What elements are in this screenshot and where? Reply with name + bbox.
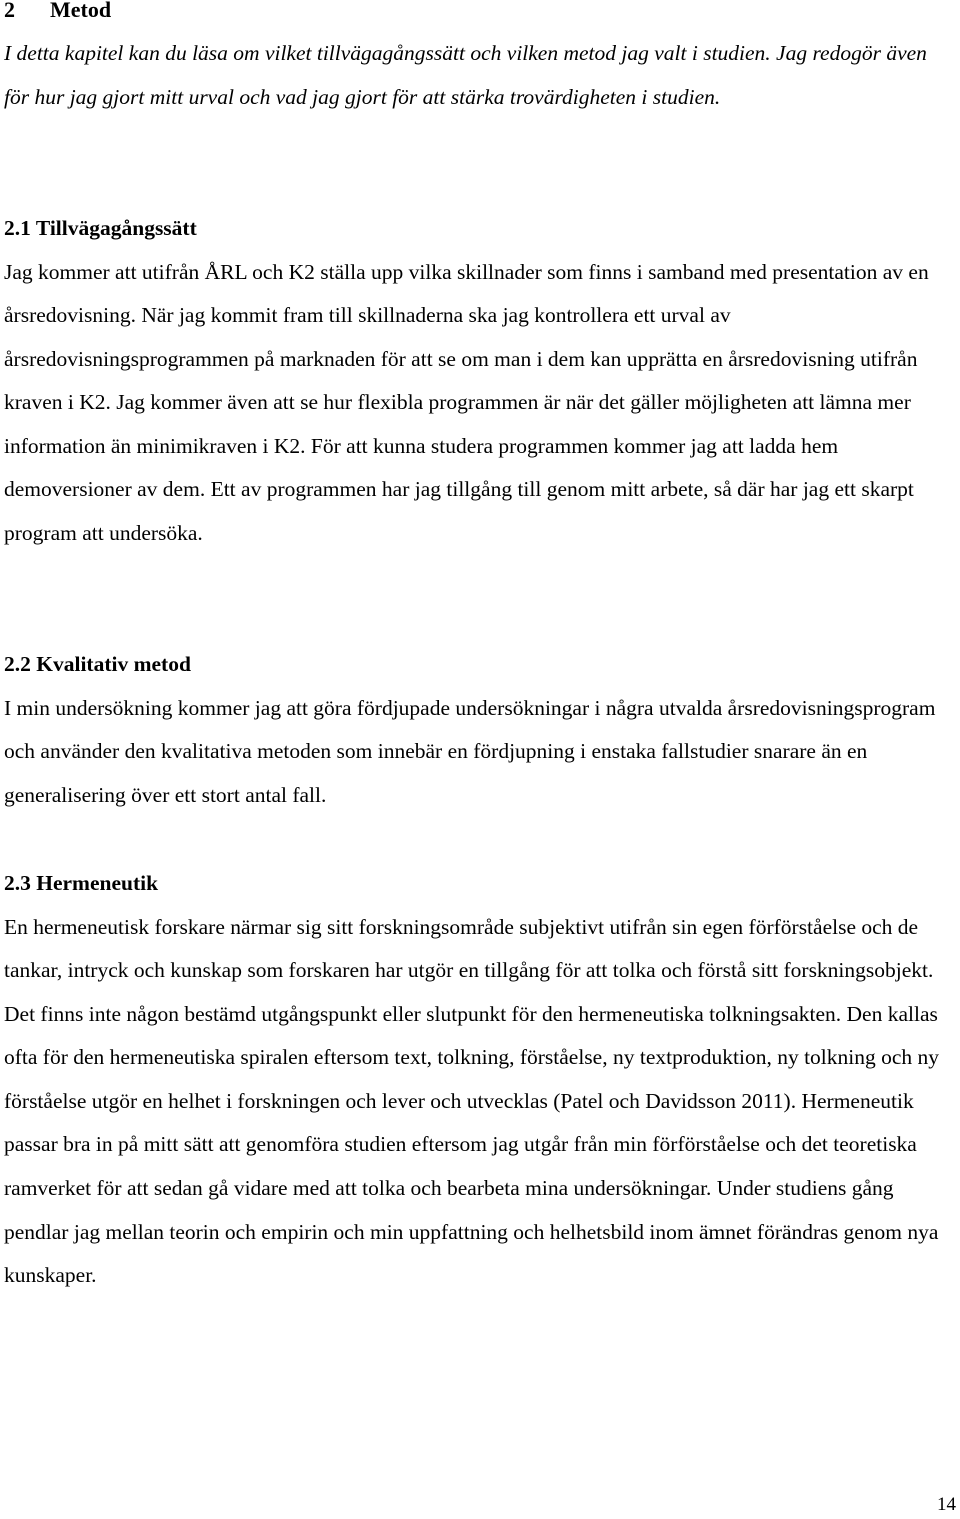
section-body: En hermeneutisk forskare närmar sig sitt forskningsområde subjektivt utifrån sin egen förförståelse och de tankar, intryck och kunskap som forskaren har utgör en tillgång för att tolka och förstå sitt forskningsobjekt. Det finns inte någon bestämd utgångspunkt eller slutpunkt för den hermeneutiska tolkningsakten. Den kallas ofta för den hermeneutiska spiralen eftersom text, tolkning, förståelse, ny textproduktion, ny tolkning och ny förståelse utgör en helhet i forskningen och lever och utvecklas (Patel och Davidsson 2011). Hermeneutik passar bra in på mitt sätt att genomföra studien eftersom jag utgår från min förförståelse och det teoretiska ramverket för att sedan gå vidare med att tolka och bearbeta mina undersökningar. Under studiens gång pendlar jag mellan teorin och empirin och min uppfattning och helhetsbild inom ämnet förändras genom nya kunskaper.	[4, 914, 940, 1288]
section-tillvagagangssatt	[4, 207, 954, 556]
section-kvalitativ-metod	[4, 643, 954, 817]
section-heading: 2.2 Kvalitativ metod	[4, 652, 191, 676]
page-number: 14	[937, 1494, 956, 1515]
section-heading: 2.1 Tillvägagångssätt	[4, 216, 197, 240]
section-heading: 2.3 Hermeneutik	[4, 871, 159, 895]
chapter-title: Metod	[50, 0, 112, 22]
chapter-heading	[4, 0, 111, 26]
section-body: Jag kommer att utifrån ÅRL och K2 ställa upp vilka skillnader som finns i samband med presentation av en årsredovisning. När jag kommit fram till skillnaderna ska jag kontrollera ett urval av årsredovisningsprogrammen på marknaden för att se om man i dem kan upprätta en årsredovisning utifrån kraven i K2. Jag kommer även att se hur flexibla programmen är när det gäller möjligheten att lämna mer information än minimikraven i K2. För att kunna studera programmen kommer jag att ladda hem demoversioner av dem. Ett av programmen har jag tillgång till genom mitt arbete, så där har jag ett skarpt program att undersöka.	[4, 259, 929, 546]
section-body: I min undersökning kommer jag att göra fördjupade undersökningar i några utvalda årsredovisningsprogram och använder den kvalitativa metoden som innebär en fördjupning i enstaka fallstudier snarare än en generalisering över ett stort antal fall.	[4, 695, 936, 807]
section-hermeneutik	[4, 862, 954, 1298]
chapter-number: 2	[4, 0, 15, 22]
chapter-intro: I detta kapitel kan du läsa om vilket tillvägagångssätt och vilken metod jag valt i studien. Jag redogör även för hur jag gjort mitt urval och vad jag gjort för att stärka trovärdigheten i studien.	[4, 41, 927, 109]
